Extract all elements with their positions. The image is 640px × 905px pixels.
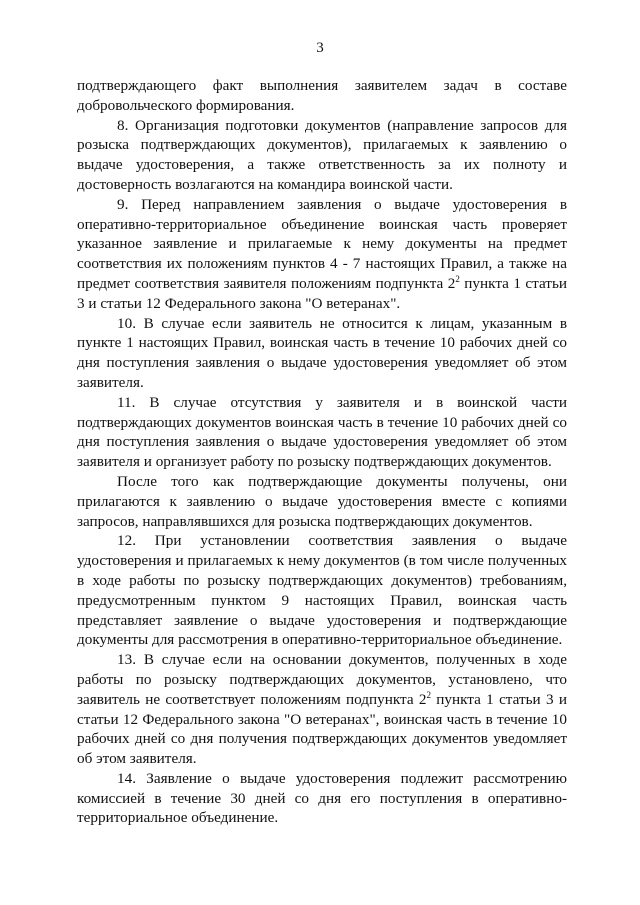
paragraph-12: 12. При установлении соответствия заявления о выдаче удостоверения и прилагаемых к нему документов (в том числе полученных в ходе работы по розыску подтверждающих документов) требованиям, предусмотренным пунктом 9 настоящих Правил, воинская часть представляет заявление о выдаче удостоверения и подтверждающие документы для рассмотрения в оперативно-территориальное объединение. <box>77 532 567 649</box>
paragraph-continuation: подтверждающего факт выполнения заявителем задач в составе добровольческого формирования. <box>77 77 567 114</box>
paragraph-13 <box>77 650 567 769</box>
paragraph-11: 11. В случае отсутствия у заявителя и в воинской части подтверждающих документов воинская часть в течение 10 рабочих дней со дня поступления заявления о выдаче удостоверения уведомляет об этом заявителя и организует работу по розыску подтверждающих документов. <box>77 393 567 471</box>
paragraph-13-text-start: 13. В случае если на основании документов, полученных в ходе работы по розыску подтверждающих документов, установлено, что заявитель не соответствует положениям подпункта 2 <box>77 651 567 708</box>
paragraph-13-text-end: пункта 1 статьи 3 и статьи 12 Федерального закона "О ветеранах", воинская часть в течение 10 рабочих дней со дня получения подтверждающих документов уведомляет об этом заявителя. <box>77 690 567 768</box>
paragraph-10: 10. В случае если заявитель не относится к лицам, указанным в пункте 1 настоящих Правил, воинская часть в течение 10 рабочих дней со дня поступления заявления о выдаче удостоверения уведомляет об этом заявителя. <box>77 314 567 391</box>
paragraph-9-superscript: 2 <box>455 273 460 284</box>
paragraph-9-text-start: 9. Перед направлением заявления о выдаче удостоверения в оперативно-территориальное объединение воинская часть проверяет указанное заявление и прилагаемые к нему документы на предмет соответствия их положениям пунктов 4 - 7 настоящих Правил, а также на предмет соответствия заявителя положениям подпункта 2 <box>77 195 567 292</box>
paragraph-13-superscript: 2 <box>426 689 431 700</box>
paragraph-14: 14. Заявление о выдаче удостоверения подлежит рассмотрению комиссией в течение 30 дней со дня его поступления в оперативно-территориальное объединение. <box>77 769 567 827</box>
paragraph-9-text-end: пункта 1 статьи 3 и статьи 12 Федерального закона "О ветеранах". <box>77 274 567 312</box>
paragraph-11-continued: После того как подтверждающие документы получены, они прилагаются к заявлению о выдаче удостоверения вместе с копиями запросов, направлявшихся для розыска подтверждающих документов. <box>77 472 567 530</box>
document-body <box>77 76 567 828</box>
paragraph-9 <box>77 195 567 314</box>
page-number: 3 <box>316 40 324 56</box>
paragraph-8: 8. Организация подготовки документов (направление запросов для розыска подтверждающих документов), прилагаемых к заявлению о выдаче удостоверения, а также ответственность за их полноту и достоверность возлагаются на командира воинской части. <box>77 116 567 193</box>
